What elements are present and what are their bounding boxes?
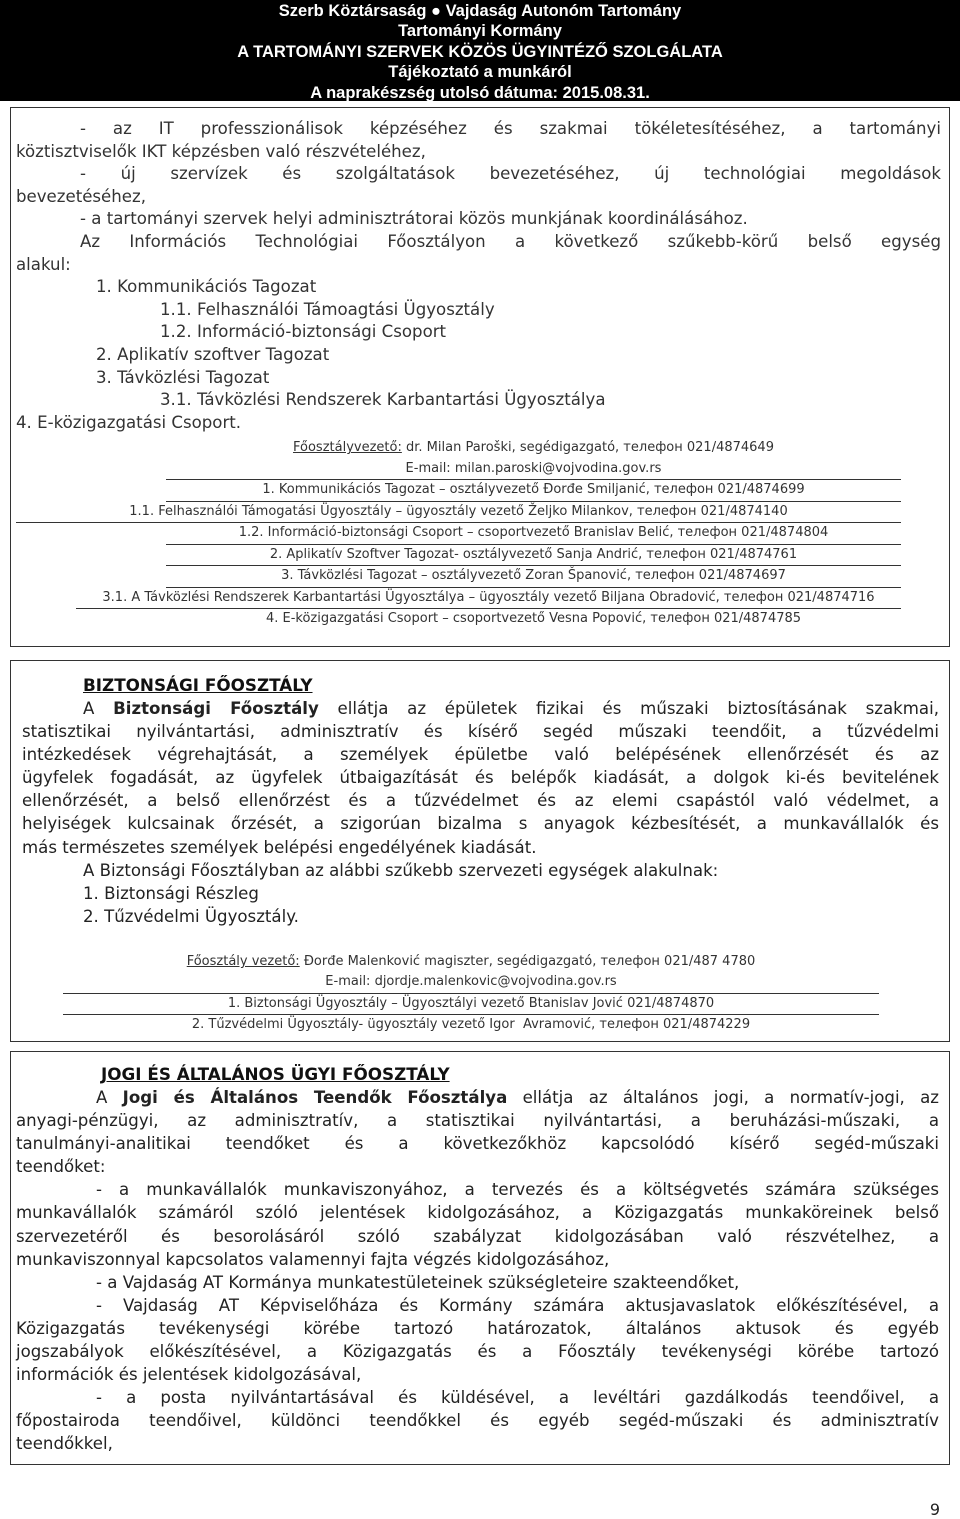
head-contact-details: dr. Milan Paroški, segédigazgató, телефон 021/4874649 bbox=[401, 440, 774, 456]
it-line: köztisztviselők IKT képzésben való részvételéhez, bbox=[16, 141, 426, 161]
unit-item: 3.1. Távközlési Rendszerek Karbantartási Ügyosztálya bbox=[160, 390, 606, 410]
header-line-country: Szerb Köztársaság ● Vajdaság Autonóm Tartomány bbox=[278, 2, 682, 20]
security-line: ügyfelek fogadását, az ügyfelek útbaigazítását és belépők kiadását, a dolgok ki-és bevitelének bbox=[22, 768, 939, 788]
head-contact bbox=[166, 438, 901, 459]
it-line: - az IT professzionálisok képzéséhez és szakmai tökéletesítéséhez, a tartományi bbox=[80, 119, 941, 138]
contact-line: 1. Kommunikációs Tagozat – osztályvezető Đorđe Smiljanić, телефон 021/4874699 bbox=[166, 480, 901, 502]
security-units-intro: A Biztonsági Főosztályban az alábbi szűkebb szervezeti egységek alakulnak: bbox=[83, 860, 719, 880]
security-line: intézkedések végrehajtását, a személyek épületbe való belépésének ellenőrzését és az bbox=[22, 745, 939, 765]
head-contact bbox=[63, 952, 879, 973]
contact-line: 1.2. Információ-biztonsági Csoport – csoportvezető Branislav Belić, телефон 021/4874804 bbox=[166, 523, 901, 545]
legal-line: teendőket: bbox=[16, 1157, 106, 1177]
contact-line: 1. Biztonsági Ügyosztály – Ügyosztályi vezető Btanislav Jović 021/4874870 bbox=[63, 994, 879, 1016]
legal-line: Közigazgatás tevékenységi körébe tartozó határozatok, általános aktusok és egyéb bbox=[16, 1318, 939, 1338]
legal-title: JOGI ÉS ÁLTALÁNOS ÜGYI FŐOSZTÁLY bbox=[101, 1064, 450, 1084]
intro-text: ellátja az épületek fizikai és műszaki biztosításának szakmai, bbox=[318, 699, 939, 718]
header-line-report: Tájékoztató a munkáról bbox=[388, 63, 572, 82]
unit-item: 2. Aplikatív szoftver Tagozat bbox=[96, 344, 330, 364]
header-line-date: A naprakészség utolsó dátuma: 2015.08.31. bbox=[310, 83, 650, 102]
intro-text: A bbox=[96, 1088, 123, 1107]
contact-line: 4. E-közigazgatási Csoport – csoportvezető Vesna Popović, телефон 021/4874785 bbox=[265, 611, 802, 627]
intro-text: ellátja az általános jogi, a normatív-jogi, az bbox=[507, 1088, 939, 1107]
unit-item: 1. Biztonsági Részleg bbox=[83, 883, 259, 903]
it-line: bevezetéséhez, bbox=[16, 186, 146, 206]
page-number: 9 bbox=[929, 1500, 940, 1519]
legal-line: - a munkavállalók munkaviszonyához, a tervezés és a költségvetés számára szükséges bbox=[96, 1180, 939, 1200]
document-header bbox=[0, 0, 960, 101]
legal-line: - Vajdaság AT Képviselőháza és Kormány számára aktusjavaslatok előkészítésével, a bbox=[96, 1295, 939, 1315]
legal-line: információk és jelentések kidolgozásával, bbox=[16, 1365, 362, 1385]
it-contacts bbox=[102, 438, 901, 630]
header-line-government: Tartományi Kormány bbox=[398, 22, 562, 41]
legal-line: teendőkkel, bbox=[16, 1434, 113, 1454]
legal-line: munkaviszonnyal kapcsolatos valamennyi fajta végzés kidolgozásához, bbox=[16, 1249, 610, 1269]
head-contact-label: Főosztályvezető: bbox=[293, 440, 402, 456]
it-line: Az Információs Technológiai Főosztályon a következő szűkebb-körű belső egység bbox=[80, 231, 941, 251]
head-contact-email: E-mail: milan.paroski@vojvodina.gov.rs bbox=[166, 459, 901, 481]
unit-item: 4. E-közigazgatási Csoport. bbox=[16, 412, 242, 432]
security-line: más természetes személyek belépési engedélyének kiadását. bbox=[22, 837, 537, 857]
unit-item: 1.2. Információ-biztonsági Csoport bbox=[160, 322, 447, 342]
unit-item: 1. Kommunikációs Tagozat bbox=[96, 277, 317, 297]
legal-section-box bbox=[10, 1051, 950, 1465]
legal-intro bbox=[16, 1086, 939, 1109]
security-line: ellenőrzését, a belső ellenőrzést és a tűzvédelmet és az elemi csapástól való védelmet, a bbox=[22, 791, 939, 811]
head-contact-details: Đorđe Malenković magiszter, segédigazgató, телефон 021/487 4780 bbox=[299, 953, 756, 969]
contact-line bbox=[63, 1015, 879, 1036]
contact-line: 1.1. Felhasználói Támogatási Ügyosztály – ügyosztály vezető Željko Milankov, телефон 021/4874140 bbox=[16, 502, 901, 524]
security-title: BIZTONSÁGI FŐOSZTÁLY bbox=[83, 675, 313, 695]
legal-line: jogszabályok előkészítésével, a Közigazgatás és a Főosztály tevékenységi körébe tartozó bbox=[16, 1342, 939, 1362]
intro-text: A bbox=[83, 699, 114, 718]
security-intro bbox=[83, 697, 939, 720]
contact-line: 3.1. A Távközlési Rendszerek Karbantartási Ügyosztálya – ügyosztály vezető Biljana Obradović, телефон 021/4874716 bbox=[76, 588, 901, 610]
contact-line: 2. Aplikatív Szoftver Tagozat- osztályvezető Sanja Andrić, телефон 021/4874761 bbox=[166, 545, 901, 567]
head-contact-email: E-mail: djordje.malenkovic@vojvodina.gov.rs bbox=[63, 972, 879, 994]
legal-line: - a posta nyilvántartásával és küldésével, a levéltári gazdálkodás teendőivel, a bbox=[96, 1388, 939, 1408]
legal-line: - a Vajdaság AT Kormánya munkatestületeinek szükségleteire szakteendőket, bbox=[96, 1272, 740, 1292]
header-line-service: A TARTOMÁNYI SZERVEK KÖZÖS ÜGYINTÉZŐ SZOLGÁLATA bbox=[237, 42, 723, 61]
it-section-box bbox=[10, 107, 950, 647]
unit-item: 1.1. Felhasználói Támoagtási Ügyosztály bbox=[160, 299, 495, 319]
it-line: - a tartományi szervek helyi adminisztrátorai közös munkjának koordinálásához. bbox=[80, 209, 748, 229]
contact-text: 2. Tűzvédelmi Ügyosztály- ügyosztály vezető Igor Avramović, телефон 021/4874229 bbox=[191, 1017, 751, 1033]
legal-body bbox=[16, 1109, 939, 1455]
legal-line: munkavállalók számáról szóló jelentések kidolgozásához, a Közigazgatás munkaköreinek belső bbox=[16, 1203, 939, 1223]
security-line: statisztikai nyilvántartási, adminisztratív és kísérő segéd műszaki teendőit, a tűzvédelmi bbox=[22, 722, 939, 742]
legal-line: tanulmányi-analitikai teendőket és a következőkhöz kapcsolódó kísérő segéd-műszaki bbox=[16, 1134, 939, 1154]
intro-bold: Biztonsági Főosztály bbox=[113, 699, 319, 718]
intro-bold: Jogi és Általános Teendők Főosztálya bbox=[122, 1088, 508, 1107]
head-contact-label: Főosztály vezető: bbox=[186, 953, 300, 969]
unit-item: 2. Tűzvédelmi Ügyosztály. bbox=[83, 906, 299, 926]
it-line: alakul: bbox=[16, 254, 71, 274]
unit-item: 3. Távközlési Tagozat bbox=[96, 367, 270, 387]
security-contacts bbox=[63, 952, 879, 1036]
legal-line: főpostairoda teendőivel, küldönci teendőkkel és egyéb segéd-műszaki és adminisztratív bbox=[16, 1411, 939, 1431]
security-section-box bbox=[10, 660, 950, 1042]
security-line: helyiségek kulcsainak őrzését, a szigorúan bizalma s anyagok kézbesítését, a munkavállalók és bbox=[22, 814, 939, 834]
contact-line: 3. Távközlési Tagozat – osztályvezető Zoran Španović, телефон 021/4874697 bbox=[166, 566, 901, 588]
it-line: - új szervízek és szolgáltatások bevezetéséhez, új technológiai megoldások bbox=[80, 164, 941, 184]
legal-line: anyagi-pénzügyi, az adminisztratív, a statisztikai nyilvántartási, a beruházási-műszaki, a bbox=[16, 1111, 939, 1131]
legal-line: szervezetéről és besorolásáról szóló szabályzat kidolgozásában való részvételhez, a bbox=[16, 1226, 939, 1246]
